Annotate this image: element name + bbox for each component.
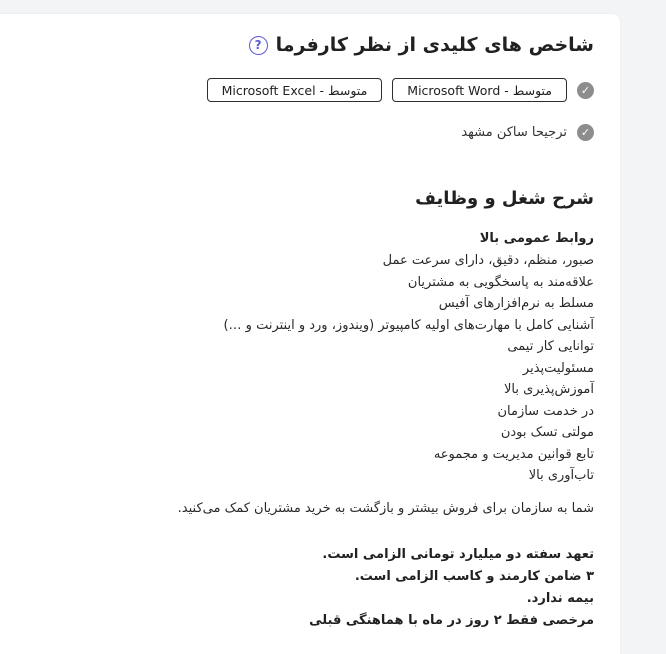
duty-line: آشنایی کامل با مهارت‌های اولیه کامپیوتر (ویندوز، ورد و اینترنت و …)	[223, 317, 594, 333]
help-icon[interactable]: ?	[249, 36, 268, 55]
requirement-line: مرخصی فقط ۲ روز در ماه با هماهنگی قبلی	[309, 613, 594, 628]
duty-line: مولتی تسک بودن	[500, 425, 594, 440]
requirement-line: تعهد سفته دو میلیارد تومانی الزامی است.	[322, 547, 594, 562]
skill-tag-word: Microsoft Word - متوسط	[392, 78, 567, 102]
requirement-line: بیمه ندارد.	[526, 591, 594, 606]
duty-line: توانایی کار تیمی	[507, 339, 594, 354]
check-icon: ✓	[577, 124, 594, 141]
kpi-title: شاخص های کلیدی از نظر کارفرما	[275, 34, 594, 56]
duty-line: صبور، منظم، دقیق، دارای سرعت عمل	[382, 253, 594, 268]
duty-line: در خدمت سازمان	[497, 403, 594, 419]
duty-line: تاب‌آوری بالا	[528, 468, 594, 483]
job-subtitle: روابط عمومی بالا	[479, 231, 594, 246]
duty-line: مسئولیت‌پذیر	[522, 360, 594, 376]
skills-row	[207, 78, 594, 102]
job-details-card	[0, 14, 620, 654]
duty-line: تابع قوانین مدیریت و مجموعه	[433, 446, 594, 462]
duty-line: آموزش‌پذیری بالا	[504, 382, 594, 397]
requirement-line: ۳ ضامن کارمند و کاسب الزامی است.	[354, 569, 594, 584]
kpi-header	[249, 34, 594, 56]
job-paragraph: شما به سازمان برای فروش بیشتر و بازگشت به خرید مشتریان کمک می‌کنید.	[177, 501, 594, 516]
job-description-title: شرح شغل و وظایف	[415, 188, 594, 209]
skill-tag-excel: Microsoft Excel - متوسط	[207, 78, 383, 102]
duty-line: مسلط به نرم‌افزارهای آفیس	[438, 296, 594, 311]
job-description	[34, 228, 594, 487]
location-preference: ترجیحا ساکن مشهد	[461, 125, 567, 140]
requirements-block	[309, 544, 594, 632]
preference-row	[461, 124, 594, 141]
check-icon: ✓	[577, 82, 594, 99]
duty-line: علاقه‌مند به پاسخگویی به مشتریان	[407, 274, 594, 290]
